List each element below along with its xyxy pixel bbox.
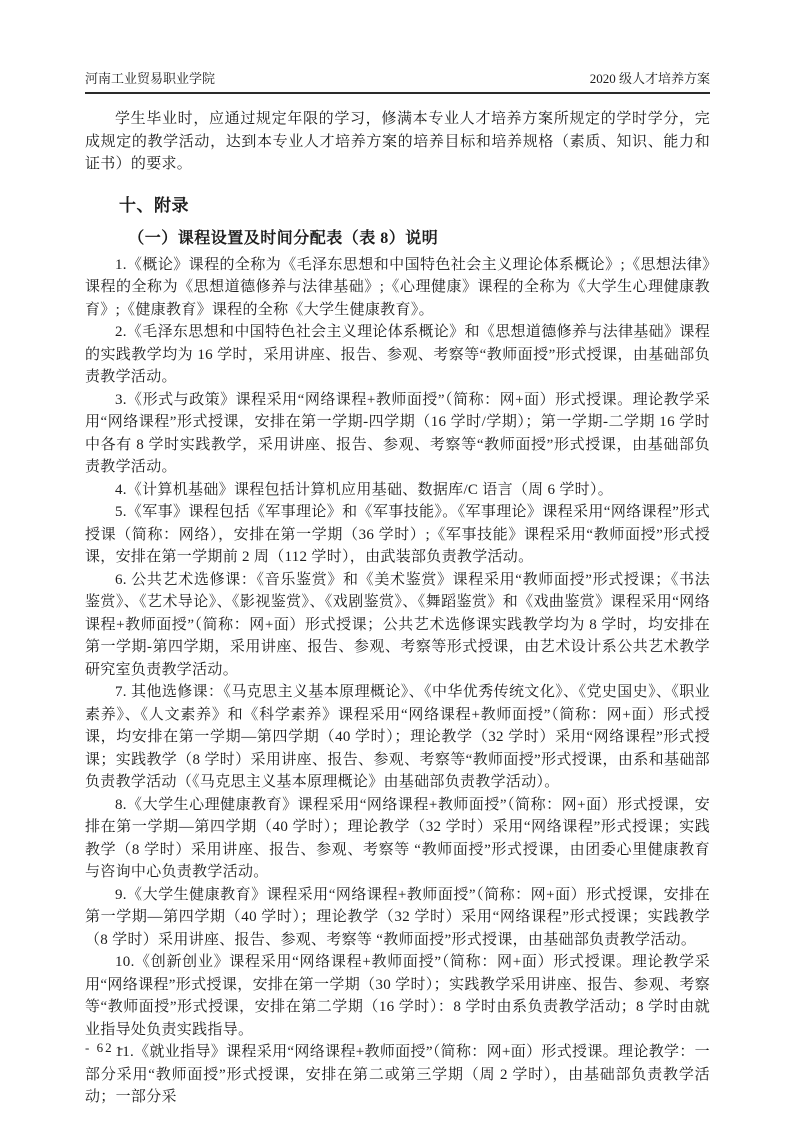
course-note-10: 10.《创新创业》课程采用“网络课程+教师面授”（简称：网+面）形式授课。理论教学采用“网络课程”形式授课，安排在第一学期（30 学时）；实践教学采用讲座、报告、参观、考察等“教师面授”形式授课，安排在第二学期（16 学时）：8 学时由系负责教学活动；8 学时由就业指导处负责实践指导。 bbox=[85, 954, 710, 1038]
subsection-heading: （一）课程设置及时间分配表（表 8）说明 bbox=[128, 229, 439, 247]
document-body bbox=[85, 108, 710, 1109]
intro-paragraph: 学生毕业时，应通过规定年限的学习，修满本专业人才培养方案所规定的学时学分，完成规定的教学活动，达到本专业人才培养方案的培养目标和培养规格（素质、知识、能力和证书）的要求。 bbox=[85, 111, 710, 172]
course-note-7: 7. 其他选修课：《马克思主义基本原理概论》、《中华优秀传统文化》、《党史国史》、《职业素养》、《人文素养》和《科学素养》课程采用“网络课程+教师面授”（简称：网+面）形式授课，均安排在第一学期—第四学期（40 学时）；理论教学（32 学时）采用“网络课程”形式授课；实践教学（8 学时）采用讲座、报告、参观、考察等“教师面授”形式授课，由系和基础部负责教学活动（《马克思主义基本原理概论》由基础部负责教学活动）。 bbox=[85, 684, 710, 790]
section-heading: 十、附录 bbox=[119, 195, 189, 215]
course-note-8: 8.《大学生心理健康教育》课程采用“网络课程+教师面授”（简称：网+面）形式授课，安排在第一学期—第四学期（40 学时）；理论教学（32 学时）采用“网络课程”形式授课；实践教学（8 学时）采用讲座、报告、参观、考察等 “教师面授”形式授课，由团委心里健康教育与咨询中心负责教学活动。 bbox=[85, 796, 710, 880]
course-note-11: 11.《就业指导》课程采用“网络课程+教师面授”（简称：网+面）形式授课。理论教学：一部分采用“教师面授”形式授课，安排在第二或第三学期（周 2 学时），由基础部负责教学活动；一部分采 bbox=[85, 1044, 710, 1105]
course-note-3: 3.《形式与政策》课程采用“网络课程+教师面授”（简称：网+面）形式授课。理论教学采用“网络课程”形式授课，安排在第一学期-四学期（16 学时/学期）；第一学期-二学期 16 学时中各有 8 学时实践教学，采用讲座、报告、参观、考察等“教师面授”形式授课，由基础部负责教学活动。 bbox=[85, 391, 710, 475]
header-plan-title: 2020 级人才培养方案 bbox=[589, 71, 710, 86]
page-number: - 62 - bbox=[85, 1040, 126, 1055]
header-school-name: 河南工业贸易职业学院 bbox=[85, 71, 216, 86]
course-note-5: 5.《军事》课程包括《军事理论》和《军事技能》。《军事理论》课程采用“网络课程”形式授课（简称：网络），安排在第一学期（36 学时）;《军事技能》课程采用“教师面授”形式授课，安排在第一学期前 2 周（112 学时），由武装部负责教学活动。 bbox=[85, 504, 710, 565]
course-note-6: 6. 公共艺术选修课：《音乐鉴赏》和《美术鉴赏》课程采用“教师面授”形式授课；《书法鉴赏》、《艺术导论》、《影视鉴赏》、《戏剧鉴赏》、《舞蹈鉴赏》和《戏曲鉴赏》课程采用“网络课程+教师面授”（简称：网+面）形式授课；公共艺术选修课实践教学均为 8 学时，均安排在第一学期-第四学期，采用讲座、报告、参观、考察等形式授课，由艺术设计系公共艺术教学研究室负责教学活动。 bbox=[85, 571, 710, 678]
document-header bbox=[85, 70, 710, 94]
course-note-2: 2.《毛泽东思想和中国特色社会主义理论体系概论》和《思想道德修养与法律基础》课程的实践教学均为 16 学时，采用讲座、报告、参观、考察等“教师面授”形式授课，由基础部负责教学活动。 bbox=[85, 324, 710, 385]
course-note-4: 4.《计算机基础》课程包括计算机应用基础、数据库/C 语言（周 6 学时）。 bbox=[115, 481, 614, 498]
course-note-9: 9.《大学生健康教育》课程采用“网络课程+教师面授”（简称：网+面）形式授课，安排在第一学期—第四学期（40 学时）；理论教学（32 学时）采用“网络课程”形式授课；实践教学（8 学时）采用讲座、报告、参观、考察等 “教师面授”形式授课，由基础部负责教学活动。 bbox=[85, 886, 710, 948]
course-note-1: 1.《概论》课程的全称为《毛泽东思想和中国特色社会主义理论体系概论》;《思想法律》课程的全称为《思想道德修养与法律基础》;《心理健康》课程的全称为《大学生心理健康教育》;《健康教育》课程的全称《大学生健康教育》。 bbox=[85, 256, 710, 318]
